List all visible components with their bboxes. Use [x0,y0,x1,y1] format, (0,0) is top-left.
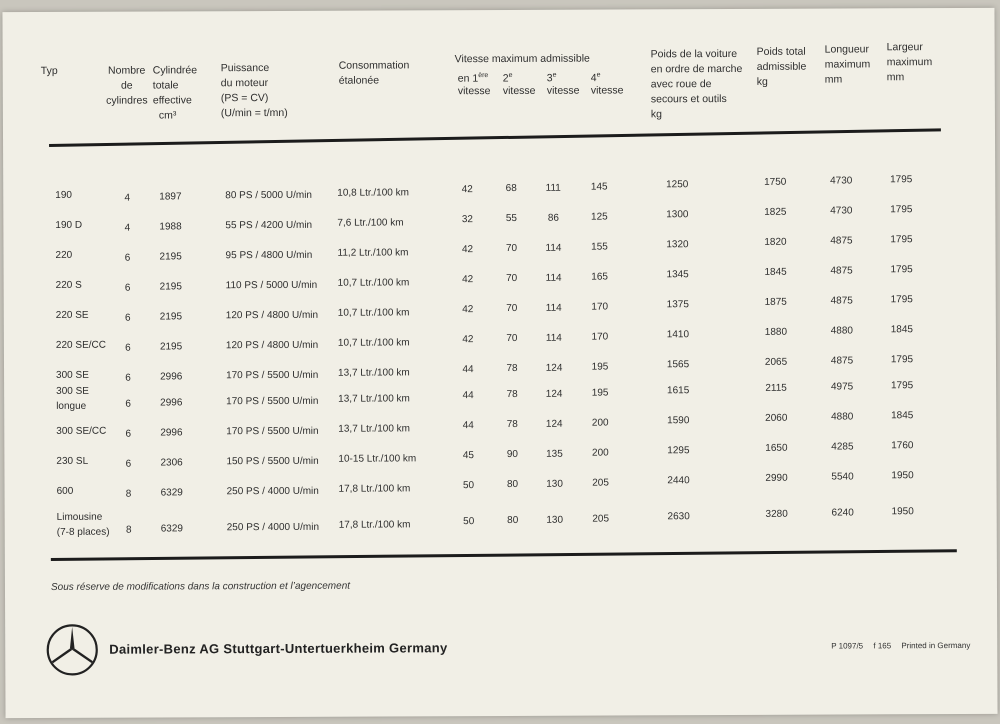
row-v3: 124 [545,388,563,400]
header-speed-gear-1: en 1ère [457,72,489,85]
row-power: 170 PS / 5500 U/min [226,369,319,382]
row-v4: 145 [590,181,608,193]
row-power: 120 PS / 4800 U/min [225,309,319,322]
row-typ: Limousine (7-8 places) [56,511,110,538]
row-total: 1750 [764,176,787,188]
row-typ: 300 SE [56,369,89,381]
row-v1: 44 [462,364,474,376]
row-cyl: 6 [124,252,131,264]
row-weight: 1410 [666,329,690,341]
row-typ: 220 SE [55,309,89,321]
row-length: 6240 [831,507,854,519]
row-v2: 70 [505,242,518,254]
row-cyl: 6 [125,458,132,470]
row-cc: 2996 [160,397,183,409]
row-cyl: 6 [124,312,131,324]
row-typ: 190 [55,189,72,201]
row-cyl: 6 [125,342,131,354]
row-v3: 86 [547,212,559,224]
row-cyl: 8 [125,524,132,536]
company-name: Daimler-Benz AG Stuttgart-Untertuerkheim Germany [109,640,448,657]
print-info [831,641,978,651]
row-v3: 111 [545,182,561,194]
header-cylinders: Nombre de cylindres [106,64,148,107]
row-cons: 17,8 Ltr./100 km [338,519,411,531]
row-weight: 1615 [666,385,690,397]
row-length: 4730 [830,205,853,217]
row-length: 4730 [830,175,853,187]
header-speed-word-1: vitesse [457,85,491,98]
row-v2: 70 [506,272,518,284]
row-v3: 114 [545,302,562,314]
spec-sheet [2,8,997,718]
row-cons: 13,7 Ltr./100 km [338,393,410,405]
row-v3: 124 [545,362,563,374]
row-width: 1845 [890,324,914,336]
row-total: 1825 [764,206,787,218]
header-weight-running: Poids de la voiture en ordre de marche avec roue de secours et outils kg [650,47,743,121]
header-rule [49,128,941,147]
row-typ: 600 [56,485,74,497]
row-v3: 114 [545,242,562,254]
header-speed-word-3: vitesse [546,84,580,97]
header-consumption: Consommation étalonée [338,59,410,87]
row-total: 2065 [764,356,788,368]
row-length: 5540 [831,471,854,483]
row-cons: 13,7 Ltr./100 km [338,367,410,379]
row-v2: 70 [506,302,518,314]
row-typ: 220 S [55,279,82,291]
row-v1: 42 [462,334,474,346]
row-v2: 80 [506,478,519,490]
row-length: 4875 [830,265,853,277]
row-v4: 170 [591,331,609,343]
row-length: 4875 [830,295,853,307]
header-length: Longueur maximum mm [824,43,871,86]
print-code: P 1097/5 [831,641,864,651]
row-v2: 70 [506,332,518,344]
row-v4: 170 [591,301,609,313]
row-cc: 2996 [160,427,183,439]
row-width: 1760 [891,440,914,452]
row-v4: 205 [592,513,610,525]
row-weight: 2440 [667,475,690,487]
row-v3: 130 [546,514,564,526]
header-speed-gear-3: 3e [546,71,557,85]
row-v2: 90 [506,448,518,460]
row-power: 170 PS / 5500 U/min [226,395,319,408]
row-v4: 205 [592,477,609,489]
row-weight: 2630 [667,511,690,523]
header-power: Puissance du moteur (PS = CV) (U/min = t/mn) [220,62,288,120]
header-width: Largeur maximum mm [886,41,933,84]
row-weight: 1345 [666,269,689,281]
row-cc: 1897 [159,191,182,203]
row-v1: 32 [461,214,473,226]
row-typ: 300 SE longue [56,385,89,412]
row-power: 95 PS / 4800 U/min [225,249,313,262]
row-power: 150 PS / 5500 U/min [226,455,319,468]
row-total: 1880 [764,326,788,338]
row-length: 4880 [831,411,854,423]
header-weight-total: Poids total admissible kg [756,45,807,88]
row-v3: 130 [546,478,563,490]
row-cyl: 6 [125,398,131,410]
row-weight: 1295 [667,445,690,457]
row-v4: 125 [590,211,608,223]
row-width: 1795 [890,264,913,276]
header-speed-gear-2: 2e [502,71,513,85]
row-cons: 10,7 Ltr./100 km [337,337,410,349]
row-total: 2990 [765,472,788,484]
print-ref: f 165 [873,641,892,651]
row-cc: 2306 [160,457,183,469]
row-v1: 42 [461,244,474,256]
row-cyl: 6 [125,372,131,384]
row-v3: 124 [545,418,563,430]
row-typ: 220 SE/CC [55,339,106,351]
row-v3: 114 [545,332,562,344]
row-width: 1950 [891,470,914,482]
row-cc: 2996 [160,371,183,383]
row-cons: 7,6 Ltr./100 km [337,217,404,229]
row-typ: 220 [55,249,73,261]
row-typ: 300 SE/CC [56,425,107,437]
row-v1: 50 [463,516,475,528]
row-v4: 155 [591,241,608,253]
row-v4: 200 [592,447,609,459]
row-v1: 44 [462,420,474,432]
row-width: 1950 [891,506,914,518]
row-v2: 80 [507,514,519,526]
row-cons: 10,8 Ltr./100 km [337,187,409,199]
row-total: 1875 [764,296,787,308]
row-length: 4875 [830,355,854,367]
row-weight: 1250 [666,179,689,191]
row-v2: 78 [506,388,518,400]
row-width: 1795 [890,354,914,366]
row-width: 1795 [890,380,914,392]
row-v3: 135 [546,448,563,460]
header-speed-word-4: vitesse [590,84,624,97]
header-speed-gear-4: 4e [590,71,601,85]
row-total: 2115 [765,382,787,394]
row-v4: 165 [591,271,608,283]
row-v2: 78 [506,418,518,430]
row-width: 1795 [890,234,913,246]
row-power: 55 PS / 4200 U/min [225,219,313,232]
row-weight: 1590 [667,415,690,427]
row-cyl: 8 [125,488,132,500]
row-total: 2060 [765,412,788,424]
row-v1: 42 [461,184,473,196]
row-cc: 6329 [160,487,183,499]
row-length: 4285 [831,441,854,453]
row-v1: 50 [462,480,475,492]
row-total: 3280 [765,508,788,520]
row-total: 1650 [765,442,788,454]
row-total: 1820 [764,236,787,248]
header-speed-word-2: vitesse [502,84,536,97]
row-v1: 45 [462,450,474,462]
row-v1: 42 [462,274,474,286]
row-cons: 13,7 Ltr./100 km [338,423,411,435]
header-speed-title: Vitesse maximum admissible [454,52,590,66]
row-v4: 200 [591,417,609,429]
row-v2: 55 [505,212,517,224]
row-cons: 10,7 Ltr./100 km [337,277,410,289]
row-v1: 44 [462,390,474,402]
row-power: 250 PS / 4000 U/min [226,485,319,498]
row-power: 170 PS / 5500 U/min [226,425,319,438]
row-cc: 2195 [159,311,183,323]
row-cyl: 4 [124,222,131,234]
mercedes-star-logo [45,623,99,677]
row-cyl: 6 [124,282,131,294]
row-cc: 2195 [159,341,183,353]
row-weight: 1320 [666,239,689,251]
row-power: 120 PS / 4800 U/min [225,339,319,352]
row-cc: 6329 [160,523,183,535]
row-cc: 2195 [159,281,182,293]
row-v4: 195 [591,361,609,373]
row-width: 1795 [890,294,913,306]
row-weight: 1565 [666,359,690,371]
row-v1: 42 [462,304,474,316]
row-typ: 230 SL [56,455,89,467]
row-typ: 190 D [55,219,83,231]
row-total: 1845 [764,266,787,278]
row-power: 80 PS / 5000 U/min [225,189,313,202]
row-length: 4875 [830,235,853,247]
row-cyl: 4 [124,192,131,204]
row-cons: 10-15 Ltr./100 km [338,453,417,465]
row-width: 1845 [891,410,914,422]
row-weight: 1300 [666,209,689,221]
row-cons: 17,8 Ltr./100 km [338,483,411,495]
row-cc: 2195 [159,251,182,263]
row-v3: 114 [545,272,562,284]
row-v4: 195 [591,387,609,399]
row-width: 1795 [890,174,913,186]
row-power: 110 PS / 5000 U/min [225,279,318,292]
row-power: 250 PS / 4000 U/min [226,521,320,534]
footer-rule [51,549,957,561]
row-cyl: 6 [125,428,132,440]
row-v2: 68 [505,182,517,194]
printed-in: Printed in Germany [901,640,971,651]
row-cons: 10,7 Ltr./100 km [337,307,410,319]
row-width: 1795 [890,204,913,216]
row-cc: 1988 [159,221,182,233]
header-typ: Typ [40,64,58,78]
row-v2: 78 [506,362,518,374]
row-length: 4880 [830,325,854,337]
disclaimer-note: Sous réserve de modifications dans la construction et l’agencement [50,580,351,593]
row-cons: 11,2 Ltr./100 km [337,247,409,259]
row-length: 4975 [830,381,854,393]
row-weight: 1375 [666,299,689,311]
header-displacement: Cylindrée totale effective cm³ [152,64,198,122]
